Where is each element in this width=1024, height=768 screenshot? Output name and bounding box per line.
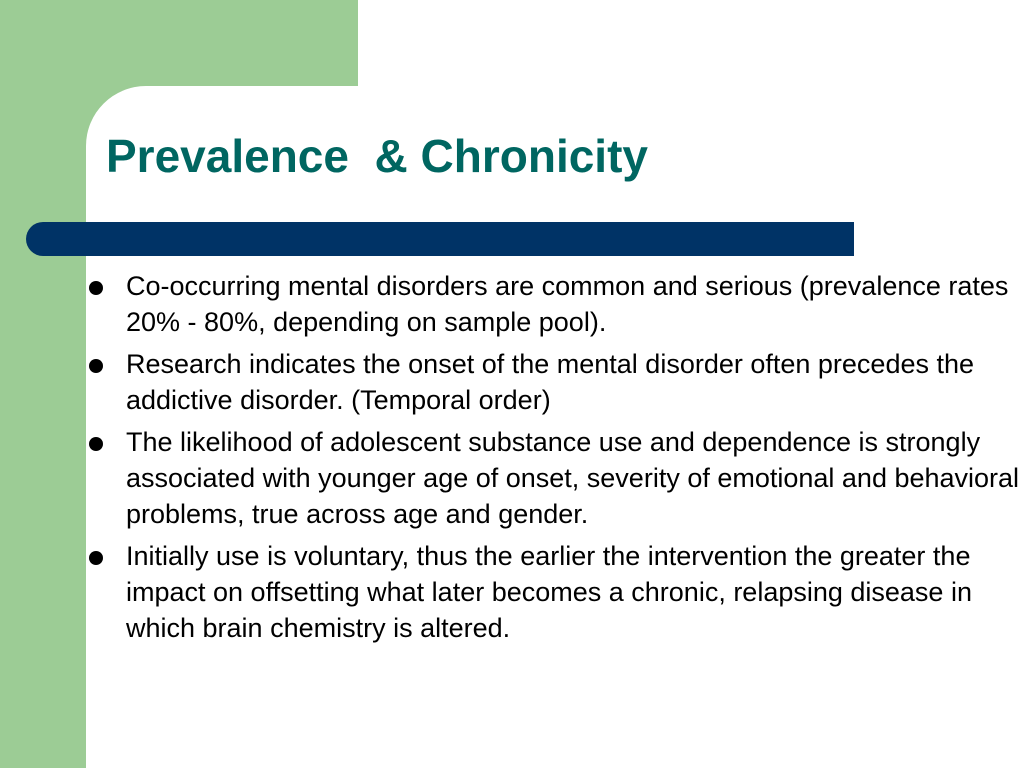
bullet-item xyxy=(86,424,1022,532)
bullet-text: The likelihood of adolescent substance use and dependence is strongly associated with younger age of onset, severity of emotional and behavioral problems, true across age and gender. xyxy=(126,427,1020,529)
bullet-dot-icon xyxy=(89,281,103,295)
bullet-text: Co-occurring mental disorders are common and serious (prevalence rates 20% - 80%, depending on sample pool). xyxy=(126,271,1009,337)
bullet-dot-icon xyxy=(89,551,103,565)
title-underline-bar xyxy=(26,222,854,256)
slide-title: Prevalence & Chronicity xyxy=(106,130,648,182)
bullet-text: Research indicates the onset of the mental disorder often precedes the addictive disorder. (Temporal order) xyxy=(126,349,975,415)
bullet-item xyxy=(86,346,1022,418)
bullet-list xyxy=(86,268,1022,652)
bullet-text: Initially use is voluntary, thus the earlier the intervention the greater the impact on offsetting what later becomes a chronic, relapsing disease in which brain chemistry is altered. xyxy=(126,541,972,643)
bullet-item xyxy=(86,538,1022,646)
bullet-dot-icon xyxy=(89,359,103,373)
bullet-item xyxy=(86,268,1022,340)
bullet-dot-icon xyxy=(89,437,103,451)
